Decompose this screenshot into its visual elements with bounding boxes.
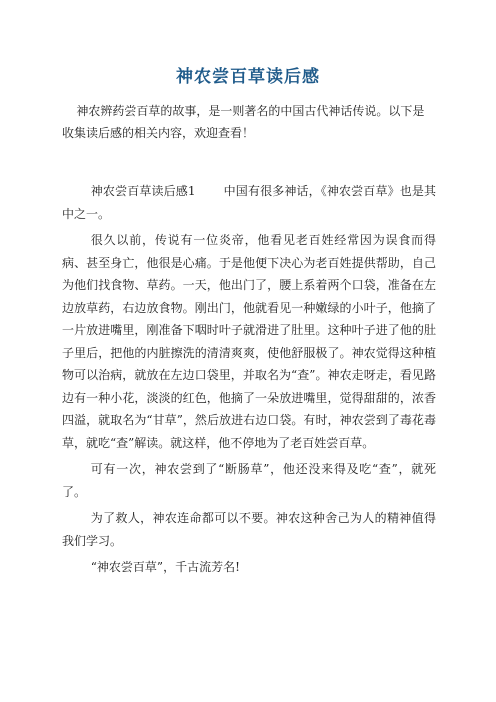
- intro-paragraph: 神农辨药尝百草的故事，是一则著名的中国古代神话传说。以下是收集读后感的相关内容，欢迎查看！: [62, 104, 425, 140]
- section-first-line: 中国有很多神话，《神农尝百草》也是其中之一。: [62, 184, 436, 221]
- document-title: 神农尝百草读后感: [176, 67, 320, 87]
- body-paragraph: 为了救人，神农连命都可以不要。神农这种舍己为人的精神值得我们学习。: [62, 511, 436, 548]
- body-paragraph: 可有一次，神农尝到了“断肠草”，他还没来得及吃“查”，就死了。: [62, 462, 436, 499]
- body-paragraph: “神农尝百草”，千古流芳名!: [90, 560, 240, 574]
- section-heading: 神农尝百草读后感1: [90, 184, 196, 198]
- body-paragraph: 很久以前，传说有一位炎帝，他看见老百姓经常因为误食而得病、甚至身亡，他很是心痛。于是他便下决心为老百姓提供帮助，自己为他们找食物、草药。一天，他出门了，腰上系着两个口袋，准备在左边放草药，右边放食物。刚出门，他就看见一种嫩绿的小叶子，他摘了一片放进嘴里，刚准备下咽时叶子就滑进了肚里。这种叶子进了他的肚子里后，把他的内脏擦洗的清清爽爽，使他舒服极了。神农觉得这种植物可以治病，就放在左边口袋里，并取名为“查”。神农走呀走，看见路边有一种小花，淡淡的红色，他摘了一朵放进嘴里，觉得甜甜的，浓香四溢，就取名为“甘草”，然后放进右边口袋。有时，神农尝到了毒花毒草，就吃“查”解读。就这样，他不停地为了老百姓尝百草。: [62, 233, 436, 450]
- document-body: [62, 180, 436, 583]
- section-first-paragraph: [62, 180, 436, 225]
